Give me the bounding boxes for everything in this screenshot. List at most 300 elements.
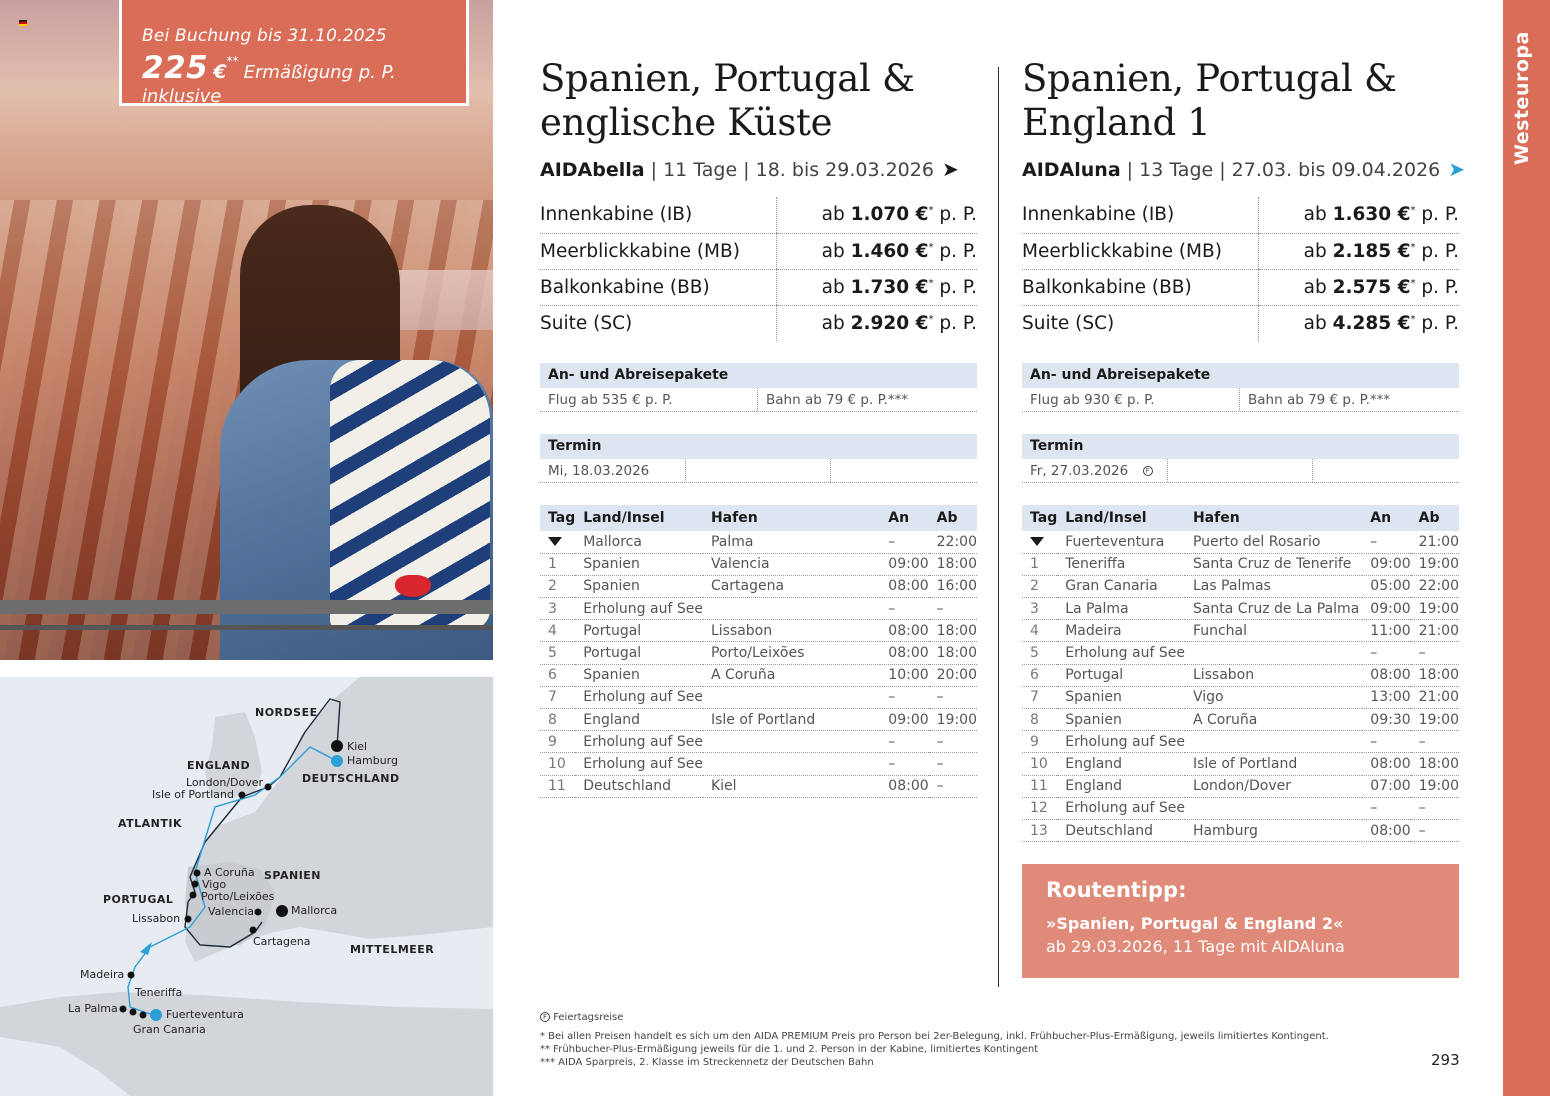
packages-row <box>1022 388 1459 412</box>
map-label-mittelmeer: MITTELMEER <box>350 943 435 956</box>
route-arrival: – <box>880 753 928 775</box>
map-port-cartagena: Cartagena <box>253 935 311 948</box>
map-port-kiel: Kiel <box>347 740 368 753</box>
route-country: Spanien <box>1057 686 1185 708</box>
promo-currency: € <box>213 61 227 83</box>
aida-lips-logo <box>395 575 431 597</box>
route-row <box>1022 553 1459 575</box>
route-port <box>1185 642 1362 664</box>
region-label: Westeuropa <box>1511 31 1533 165</box>
route-day: 8 <box>540 709 575 731</box>
cabin-price <box>776 305 977 341</box>
termin-header: Termin <box>540 434 977 459</box>
termin-date <box>1022 459 1167 482</box>
route-country: Spanien <box>575 553 703 575</box>
route-port: Vigo <box>1185 686 1362 708</box>
column-divider <box>998 67 999 987</box>
route-row <box>1022 753 1459 775</box>
route-day: 11 <box>540 775 575 797</box>
cruise-2-packages <box>1022 363 1459 412</box>
route-day: 3 <box>1022 598 1057 620</box>
port-dot-grancanaria <box>140 1012 147 1019</box>
route-departure: 19:00 <box>929 709 977 731</box>
footnote-holiday-text: Feiertagsreise <box>553 1012 624 1023</box>
map-port-london: London/Dover <box>186 776 264 789</box>
route-arrival: 13:00 <box>1362 686 1410 708</box>
route-departure: 16:00 <box>929 575 977 597</box>
cabin-price <box>1258 305 1459 341</box>
price-row <box>1022 233 1459 269</box>
footnote-1: * Bei allen Preisen handelt es sich um den AIDA PREMIUM Preis pro Person bei 2er-Belegung, inkl. Frühbucher-Plus-Ermäßigung, jeweils limitiertes Kontingent. <box>540 1031 1329 1042</box>
route-row <box>540 642 977 664</box>
col-arr: An <box>1362 505 1410 531</box>
price-star: * <box>1410 313 1416 325</box>
route-row <box>540 709 977 731</box>
price-suffix: p. P. <box>1415 204 1459 226</box>
route-country: Erholung auf See <box>1057 797 1185 819</box>
route-country: Fuerteventura <box>1057 531 1185 553</box>
route-arrival: 09:00 <box>1362 598 1410 620</box>
cabin-price <box>1258 197 1459 233</box>
termin-empty-2 <box>830 459 977 482</box>
route-port: Puerto del Rosario <box>1185 531 1362 553</box>
route-departure: – <box>929 753 977 775</box>
route-port: Funchal <box>1185 620 1362 642</box>
price-amount: 2.920 € <box>850 312 929 334</box>
price-row <box>1022 305 1459 341</box>
route-tip-name: »Spanien, Portugal & England 2« <box>1046 914 1344 934</box>
port-dot-vigo <box>192 881 199 888</box>
arrow-right-icon[interactable]: ➤ <box>941 157 959 181</box>
cabin-type: Innenkabine (IB) <box>1022 197 1258 233</box>
route-arrival: 08:00 <box>1362 819 1410 841</box>
route-day: 10 <box>540 753 575 775</box>
footnotes <box>540 1011 1329 1069</box>
route-arrival: 09:30 <box>1362 709 1410 731</box>
route-arrival: – <box>1362 531 1410 553</box>
price-suffix: p. P. <box>933 240 977 262</box>
route-row <box>540 664 977 686</box>
route-day: 10 <box>1022 753 1057 775</box>
package-flight: Flug ab 535 € p. P. <box>548 392 673 408</box>
route-day: 11 <box>1022 775 1057 797</box>
route-port: Santa Cruz de Tenerife <box>1185 553 1362 575</box>
route-row <box>1022 598 1459 620</box>
route-day: 2 <box>1022 575 1057 597</box>
route-row <box>1022 819 1459 841</box>
route-departure: – <box>1411 731 1459 753</box>
price-star: * <box>1410 277 1416 289</box>
cabin-type: Innenkabine (IB) <box>540 197 776 233</box>
col-country: Land/Insel <box>575 505 703 531</box>
route-row <box>540 553 977 575</box>
region-sidebar <box>1503 0 1550 1096</box>
flag-icon <box>19 20 27 26</box>
route-arrival: 05:00 <box>1362 575 1410 597</box>
footnote-3: *** AIDA Sparpreis, 2. Klasse im Streckennetz der Deutschen Bahn <box>540 1057 874 1068</box>
route-country: Erholung auf See <box>575 753 703 775</box>
route-row <box>1022 531 1459 553</box>
route-arrival: 09:00 <box>880 709 928 731</box>
cruise-1-title-line2: englische Küste <box>540 101 833 144</box>
col-day: Tag <box>1022 505 1057 531</box>
cabin-type: Meerblickkabine (MB) <box>540 233 776 269</box>
route-row <box>540 620 977 642</box>
route-day: 9 <box>540 731 575 753</box>
map-port-madeira: Madeira <box>80 968 125 981</box>
col-country: Land/Insel <box>1057 505 1185 531</box>
departure-triangle-icon <box>1030 537 1044 546</box>
price-row <box>1022 269 1459 305</box>
route-arrival: 08:00 <box>1362 664 1410 686</box>
route-row <box>540 731 977 753</box>
port-dot-portland <box>239 792 246 799</box>
route-country: Gran Canaria <box>1057 575 1185 597</box>
cruise-1-packages <box>540 363 977 412</box>
col-arr: An <box>880 505 928 531</box>
route-departure: – <box>929 686 977 708</box>
price-amount: 2.575 € <box>1332 276 1411 298</box>
price-prefix: ab <box>821 312 851 334</box>
price-star: * <box>928 241 934 253</box>
route-country: Spanien <box>575 664 703 686</box>
route-row <box>540 775 977 797</box>
port-dot-kiel <box>331 740 343 752</box>
price-amount: 1.730 € <box>850 276 929 298</box>
cabin-type: Meerblickkabine (MB) <box>1022 233 1258 269</box>
price-suffix: p. P. <box>1415 240 1459 262</box>
port-dot-cartagena <box>250 927 257 934</box>
promo-text: Ermäßigung p. P. inklusive <box>142 62 396 107</box>
route-departure: 21:00 <box>1411 686 1459 708</box>
route-departure: 18:00 <box>1411 664 1459 686</box>
route-country: Spanien <box>1057 709 1185 731</box>
footnote-holiday <box>540 1011 1329 1024</box>
route-day: 5 <box>1022 642 1057 664</box>
route-port: Santa Cruz de La Palma <box>1185 598 1362 620</box>
route-departure: 20:00 <box>929 664 977 686</box>
route-row <box>1022 620 1459 642</box>
col-dep: Ab <box>1411 505 1459 531</box>
route-country: Erholung auf See <box>575 598 703 620</box>
route-port: Isle of Portland <box>703 709 880 731</box>
route-row <box>1022 575 1459 597</box>
map-label-deutschland: DEUTSCHLAND <box>302 772 400 785</box>
route-day: 2 <box>540 575 575 597</box>
price-prefix: ab <box>1303 312 1333 334</box>
price-row <box>540 197 977 233</box>
map-port-fuerteventura: Fuerteventura <box>166 1008 244 1021</box>
cabin-price <box>1258 269 1459 305</box>
route-departure: 22:00 <box>929 531 977 553</box>
promo-amount: 225 <box>142 50 209 86</box>
cruise-1-termin <box>540 434 977 483</box>
route-arrival: 10:00 <box>880 664 928 686</box>
route-row <box>1022 709 1459 731</box>
railing-lower <box>0 625 493 630</box>
package-train: Bahn ab 79 € p. P.*** <box>1239 388 1459 411</box>
route-port: A Coruña <box>1185 709 1362 731</box>
route-departure: 21:00 <box>1411 620 1459 642</box>
route-arrival: 08:00 <box>880 775 928 797</box>
route-arrival: 08:00 <box>880 642 928 664</box>
price-prefix: ab <box>821 240 851 262</box>
cruise-1 <box>540 57 977 798</box>
price-amount: 1.630 € <box>1332 204 1411 226</box>
route-port: Palma <box>703 531 880 553</box>
cruise-2-subtitle <box>1022 157 1465 181</box>
cruise-1-info: | 11 Tage | 18. bis 29.03.2026 <box>644 159 934 181</box>
price-suffix: p. P. <box>1415 312 1459 334</box>
route-arrival: – <box>1362 642 1410 664</box>
cruise-1-subtitle <box>540 157 977 181</box>
route-country: Portugal <box>1057 664 1185 686</box>
route-departure: 19:00 <box>1411 775 1459 797</box>
route-day: 4 <box>1022 620 1057 642</box>
route-port: A Coruña <box>703 664 880 686</box>
termin-empty-1 <box>1167 459 1312 482</box>
price-star: * <box>1410 205 1416 217</box>
route-day: 6 <box>540 664 575 686</box>
termin-header: Termin <box>1022 434 1459 459</box>
route-row <box>540 686 977 708</box>
route-arrival: 08:00 <box>880 620 928 642</box>
route-day: 8 <box>1022 709 1057 731</box>
termin-empty-1 <box>685 459 830 482</box>
cruise-2-termin <box>1022 434 1459 483</box>
cabin-price <box>1258 233 1459 269</box>
route-arrival: – <box>880 531 928 553</box>
route-country: Deutschland <box>575 775 703 797</box>
cruise-2-ship: AIDAluna <box>1022 159 1121 181</box>
cabin-type: Suite (SC) <box>1022 312 1115 334</box>
holiday-icon: F <box>540 1012 550 1022</box>
route-departure: – <box>929 731 977 753</box>
package-flight: Flug ab 930 € p. P. <box>1030 392 1155 408</box>
departure-triangle-icon <box>548 537 562 546</box>
route-departure: 19:00 <box>1411 553 1459 575</box>
promo-deadline: Bei Buchung bis 31.10.2025 <box>142 26 387 46</box>
route-day: 3 <box>540 598 575 620</box>
route-country: England <box>575 709 703 731</box>
route-row <box>1022 731 1459 753</box>
map-port-coruna: A Coruña <box>204 866 255 879</box>
route-row <box>540 598 977 620</box>
price-suffix: p. P. <box>933 276 977 298</box>
route-port: Lissabon <box>703 620 880 642</box>
route-port: Porto/Leixões <box>703 642 880 664</box>
route-country: Portugal <box>575 642 703 664</box>
map-port-hamburg: Hamburg <box>347 754 398 767</box>
cruise-2-prices <box>1022 197 1459 341</box>
cabin-price <box>776 269 977 305</box>
price-amount: 4.285 € <box>1332 312 1411 334</box>
route-country: Spanien <box>575 575 703 597</box>
route-day: 7 <box>540 686 575 708</box>
price-prefix: ab <box>821 204 851 226</box>
route-country: Erholung auf See <box>1057 731 1185 753</box>
promo-discount <box>142 50 466 107</box>
route-departure: – <box>1411 819 1459 841</box>
route-departure: – <box>929 598 977 620</box>
route-departure: 19:00 <box>1411 709 1459 731</box>
promo-banner <box>119 0 469 106</box>
route-country: Erholung auf See <box>575 731 703 753</box>
route-port: Hamburg <box>1185 819 1362 841</box>
route-arrival: – <box>1362 731 1410 753</box>
price-amount: 1.460 € <box>850 240 929 262</box>
termin-row <box>540 459 977 483</box>
route-day: 4 <box>540 620 575 642</box>
route-arrival: – <box>880 686 928 708</box>
cabin-type: Suite (SC) <box>540 312 633 334</box>
port-dot-hamburg <box>331 755 343 767</box>
price-row <box>540 269 977 305</box>
route-port: Valencia <box>703 553 880 575</box>
route-country: Deutschland <box>1057 819 1185 841</box>
price-prefix: ab <box>1303 240 1333 262</box>
packages-row <box>540 388 977 412</box>
termin-empty-2 <box>1312 459 1459 482</box>
route-map <box>0 677 493 1096</box>
price-star: * <box>928 277 934 289</box>
port-dot-fuerteventura <box>150 1009 162 1021</box>
price-suffix: p. P. <box>933 312 977 334</box>
price-prefix: ab <box>1303 204 1333 226</box>
price-amount: 1.070 € <box>850 204 929 226</box>
route-arrival: 11:00 <box>1362 620 1410 642</box>
route-port <box>703 753 880 775</box>
col-day: Tag <box>540 505 575 531</box>
route-country: Portugal <box>575 620 703 642</box>
route-port <box>1185 797 1362 819</box>
route-day <box>540 531 575 553</box>
route-departure: – <box>1411 797 1459 819</box>
map-port-valencia: Valencia <box>208 905 255 918</box>
arrow-right-icon[interactable]: ➤ <box>1448 157 1465 181</box>
route-country: Teneriffa <box>1057 553 1185 575</box>
page-number: 293 <box>1431 1051 1460 1069</box>
price-row <box>1022 197 1459 233</box>
route-row <box>540 575 977 597</box>
route-arrival: 08:00 <box>880 575 928 597</box>
cruise-2 <box>1022 57 1465 978</box>
route-departure: 18:00 <box>929 642 977 664</box>
route-day: 1 <box>540 553 575 575</box>
package-train: Bahn ab 79 € p. P.*** <box>757 388 977 411</box>
route-departure: – <box>1411 642 1459 664</box>
port-dot-porto <box>190 892 197 899</box>
route-arrival: 09:00 <box>880 553 928 575</box>
cabin-price <box>776 233 977 269</box>
footnote-2: ** Frühbucher-Plus-Ermäßigung jeweils für die 1. und 2. Person in der Kabine, limitiertes Kontingent <box>540 1044 1039 1055</box>
cruise-2-title <box>1022 57 1459 145</box>
route-arrival: – <box>880 598 928 620</box>
route-port: Isle of Portland <box>1185 753 1362 775</box>
route-port: London/Dover <box>1185 775 1362 797</box>
cabin-price <box>776 197 977 233</box>
route-row <box>1022 686 1459 708</box>
route-day: 5 <box>540 642 575 664</box>
price-prefix: ab <box>1303 276 1333 298</box>
route-port: Kiel <box>703 775 880 797</box>
route-country: Madeira <box>1057 620 1185 642</box>
cruise-2-info: | 13 Tage | 27.03. bis 09.04.2026 <box>1120 159 1441 181</box>
price-star: * <box>1410 241 1416 253</box>
map-port-vigo: Vigo <box>202 878 227 891</box>
map-port-teneriffa: Teneriffa <box>135 986 183 999</box>
cruise-2-title-line2: England 1 <box>1022 101 1211 144</box>
route-port <box>703 598 880 620</box>
route-port: Lissabon <box>1185 664 1362 686</box>
route-day: 7 <box>1022 686 1057 708</box>
map-label-atlantik: ATLANTIK <box>118 817 183 830</box>
map-port-lissabon: Lissabon <box>132 912 181 925</box>
termin-row <box>1022 459 1459 483</box>
route-port: Las Palmas <box>1185 575 1362 597</box>
packages-header: An- und Abreisepakete <box>540 363 977 388</box>
route-day: 13 <box>1022 819 1057 841</box>
route-day: 6 <box>1022 664 1057 686</box>
route-departure: 18:00 <box>929 553 977 575</box>
route-tip-detail: ab 29.03.2026, 11 Tage mit AIDAluna <box>1046 937 1345 957</box>
route-row <box>540 531 977 553</box>
route-row <box>1022 775 1459 797</box>
route-arrival: 08:00 <box>1362 753 1410 775</box>
cabin-type: Balkonkabine (BB) <box>540 269 776 305</box>
map-graphic <box>0 677 493 1096</box>
map-label-portugal: PORTUGAL <box>103 893 174 906</box>
map-port-lapalma: La Palma <box>68 1002 118 1015</box>
route-day: 1 <box>1022 553 1057 575</box>
route-country: Erholung auf See <box>1057 642 1185 664</box>
route-arrival: 07:00 <box>1362 775 1410 797</box>
map-port-porto: Porto/Leixões <box>201 890 275 903</box>
termin-date-text: Fr, 27.03.2026 <box>1030 463 1129 479</box>
port-dot-madeira <box>128 972 135 979</box>
col-port: Hafen <box>703 505 880 531</box>
route-country: La Palma <box>1057 598 1185 620</box>
route-tip[interactable] <box>1022 864 1459 978</box>
cruise-1-title-line1: Spanien, Portugal & <box>540 57 915 100</box>
route-port <box>703 686 880 708</box>
holiday-icon: F <box>1143 466 1153 476</box>
port-dot-lissabon <box>185 916 192 923</box>
railing <box>0 600 493 614</box>
route-day: 9 <box>1022 731 1057 753</box>
price-prefix: ab <box>821 276 851 298</box>
route-arrival: 09:00 <box>1362 553 1410 575</box>
packages-header: An- und Abreisepakete <box>1022 363 1459 388</box>
route-port <box>703 731 880 753</box>
port-dot-teneriffa <box>130 1009 137 1016</box>
route-row <box>1022 797 1459 819</box>
map-port-portland: Isle of Portland <box>152 788 234 801</box>
cabin-type: Balkonkabine (BB) <box>1022 269 1258 305</box>
price-row <box>540 233 977 269</box>
port-dot-valencia <box>255 909 262 916</box>
promo-footnote: ** <box>226 54 239 68</box>
route-day <box>1022 531 1057 553</box>
price-star: * <box>928 205 934 217</box>
route-port: Cartagena <box>703 575 880 597</box>
route-departure: 19:00 <box>1411 598 1459 620</box>
map-port-grancanaria: Gran Canaria <box>133 1023 206 1036</box>
route-country: England <box>1057 753 1185 775</box>
map-label-nordsee: NORDSEE <box>255 706 318 719</box>
price-suffix: p. P. <box>1415 276 1459 298</box>
route-port <box>1185 731 1362 753</box>
